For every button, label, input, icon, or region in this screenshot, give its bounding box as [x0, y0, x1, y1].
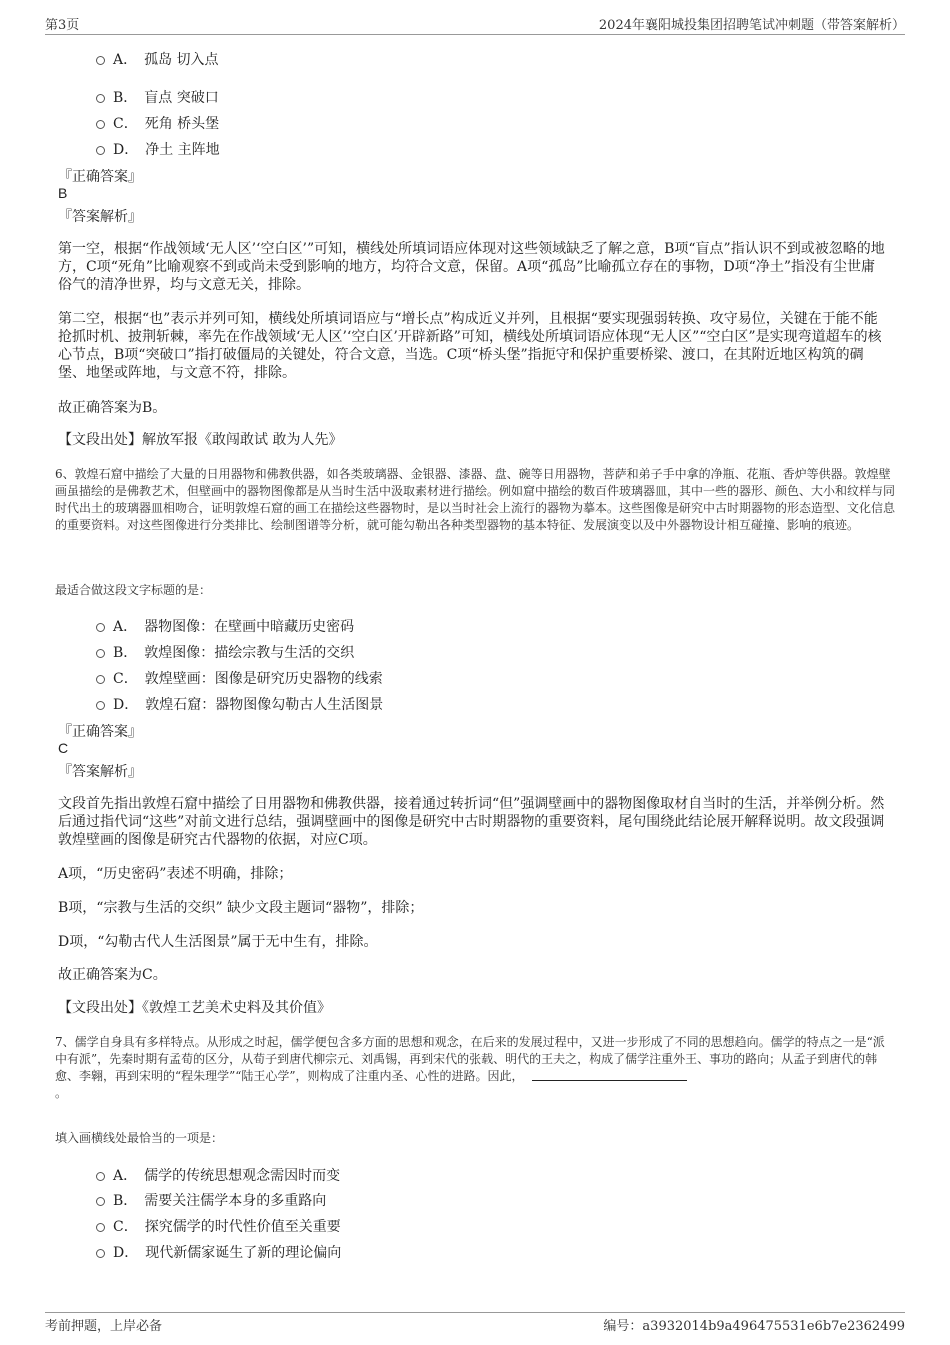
document-title: 2024年襄阳城投集团招聘笔试冲刺题（带答案解析） — [598, 18, 905, 33]
q6-analysis-b: B项，“宗教与生活的交织” 缺少文段主题词“器物”，排除； — [58, 900, 424, 916]
page-number: 第3页 — [45, 18, 80, 33]
radio-icon[interactable] — [96, 1197, 105, 1206]
q6-analysis-label: 『答案解析』 — [58, 764, 142, 780]
q6-analysis-d: D项，“勾勒古代人生活图景”属于无中生有，排除。 — [58, 934, 378, 950]
q5-option-b[interactable]: B． 盲点 突破口 — [96, 87, 219, 107]
radio-icon[interactable] — [96, 649, 105, 658]
q6-option-d[interactable]: D． 敦煌石窟：器物图像勾勒古人生活图景 — [96, 694, 383, 714]
q5-analysis-conclusion: 故正确答案为B。 — [58, 400, 167, 416]
q7-option-d[interactable]: D． 现代新儒家诞生了新的理论偏向 — [96, 1242, 341, 1262]
q6-option-a[interactable]: A． 器物图像：在壁画中暗藏历史密码 — [96, 616, 354, 636]
footer-slogan: 考前押题，上岸必备 — [45, 1319, 163, 1334]
q6-option-c[interactable]: C． 敦煌壁画：图像是研究历史器物的线索 — [96, 668, 383, 688]
radio-icon[interactable] — [96, 1223, 105, 1232]
q6-option-b[interactable]: B． 敦煌图像：描绘宗教与生活的交织 — [96, 642, 354, 662]
document-id: 编号：a3932014b9a496475531e6b7e2362499 — [603, 1319, 905, 1334]
q5-option-d[interactable]: D． 净土 主阵地 — [96, 139, 220, 159]
q6-stem: 6、敦煌石窟中描绘了大量的日用器物和佛教供器，如各类玻璃器、金银器、漆器、盘、碗等日用器物，菩萨和弟子手中拿的净瓶、花瓶、香炉等供器。敦煌壁画虽描绘的是佛教艺术，但壁画中的器物图像都是从当时生活中汲取素材进行描绘。例如窟中描绘的数百件玻璃器皿，其中一些的器形、颜色、大小和纹样与同时代出土的玻璃器皿相吻合，证明敦煌石窟的画工在描绘这些器物时，是以当时社会上流行的器物为摹本。这些图像是研究中古时期器物的形态造型、文化信息的重要资料。对这些图像进行分类排比、绘制图谱等分析，就可能勾勒出各种类型器物的基本特征、发展演变以及中外器物设计相互碰撞、影响的痕迹。 — [55, 467, 896, 532]
radio-icon[interactable] — [96, 120, 105, 129]
q6-analysis-p1: 文段首先指出敦煌石窟中描绘了日用器物和佛教供器，接着通过转折词“但”强调壁画中的器物图像取材自当时的生活，并举例分析。然后通过指代词“这些”对前文进行总结，强调壁画中的图像是研究中古时期器物的重要资料，尾句围绕此结论展开解释说明。故文段强调敦煌壁画的图像是研究古代器物的依据，对应C项。 — [58, 796, 885, 848]
q5-option-c[interactable]: C． 死角 桥头堡 — [96, 113, 219, 133]
answer-blank — [532, 1068, 687, 1081]
radio-icon[interactable] — [96, 701, 105, 710]
page-footer — [45, 1312, 905, 1334]
q7-option-c[interactable]: C． 探究儒学的时代性价值至关重要 — [96, 1216, 341, 1236]
q6-answer: C — [58, 740, 69, 756]
radio-icon[interactable] — [96, 1249, 105, 1258]
q5-analysis-p1: 第一空，根据“作战领域‘无人区’‘空白区’”可知，横线处所填词语应体现对这些领域缺乏了解之意，B项“盲点”指认识不到或被忽略的地方，C项“死角”比喻观察不到或尚未受到影响的地方，均符合文意，保留。A项“孤岛”比喻孤立存在的事物，D项“净土”指没有尘世庸俗气的清净世界，均与文意无关，排除。 — [58, 241, 885, 293]
q7-prompt: 填入画横线处最恰当的一项是： — [55, 1131, 224, 1145]
q7-option-a[interactable]: A． 儒学的传统思想观念需因时而变 — [96, 1165, 340, 1185]
q5-answer-label: 『正确答案』 — [58, 169, 142, 185]
radio-icon[interactable] — [96, 623, 105, 632]
q7-stem: 7、儒学自身具有多样特点。从形成之时起，儒学便包含多方面的思想和观念，在后来的发展过程中，又进一步形成了不同的思想趋向。儒学的特点之一是“派中有派”，先秦时期有孟荀的区分，从荀子到唐代柳宗元、刘禹锡，再到宋代的张载、明代的王夫之，构成了儒学注重外王、事功的路向；从孟子到唐代的韩愈、李翱，再到宋明的“程朱理学”“陆王心学”，则构成了注重内圣、心性的进路。因此， 。 — [55, 1035, 885, 1100]
radio-icon[interactable] — [96, 1172, 105, 1181]
q5-analysis-label: 『答案解析』 — [58, 209, 142, 225]
q5-option-a[interactable]: A． 孤岛 切入点 — [96, 49, 219, 69]
page-header — [45, 14, 905, 35]
radio-icon[interactable] — [96, 675, 105, 684]
q6-analysis-a: A项，“历史密码”表述不明确，排除； — [58, 866, 293, 882]
q6-prompt: 最适合做这段文字标题的是： — [55, 583, 212, 597]
q5-answer: B — [58, 185, 68, 201]
q5-source: 【文段出处】解放军报《敢闯敢试 敢为人先》 — [58, 432, 343, 448]
radio-icon[interactable] — [96, 56, 105, 65]
q7-option-b[interactable]: B． 需要关注儒学本身的多重路向 — [96, 1190, 326, 1210]
q5-analysis-p2: 第二空，根据“也”表示并列可知，横线处所填词语应与“增长点”构成近义并列，且根据“要实现强弱转换、攻守易位，关键在于能不能抢抓时机、披荆斩棘，率先在作战领域‘无人区’‘空白区’开辟新路”可知，横线处所填词语应体现“无人区”“空白区”是实现弯道超车的核心节点，B项“突破口”指打破僵局的关键处，符合文意，当选。C项“桥头堡”指扼守和保护重要桥梁、渡口，在其附近地区构筑的碉堡、地堡或阵地，与文意不符，排除。 — [58, 311, 882, 381]
q6-answer-label: 『正确答案』 — [58, 724, 142, 740]
q6-analysis-conclusion: 故正确答案为C。 — [58, 967, 167, 983]
radio-icon[interactable] — [96, 94, 105, 103]
radio-icon[interactable] — [96, 146, 105, 155]
q6-source: 【文段出处】《敦煌工艺美术史料及其价值》 — [58, 1000, 331, 1016]
